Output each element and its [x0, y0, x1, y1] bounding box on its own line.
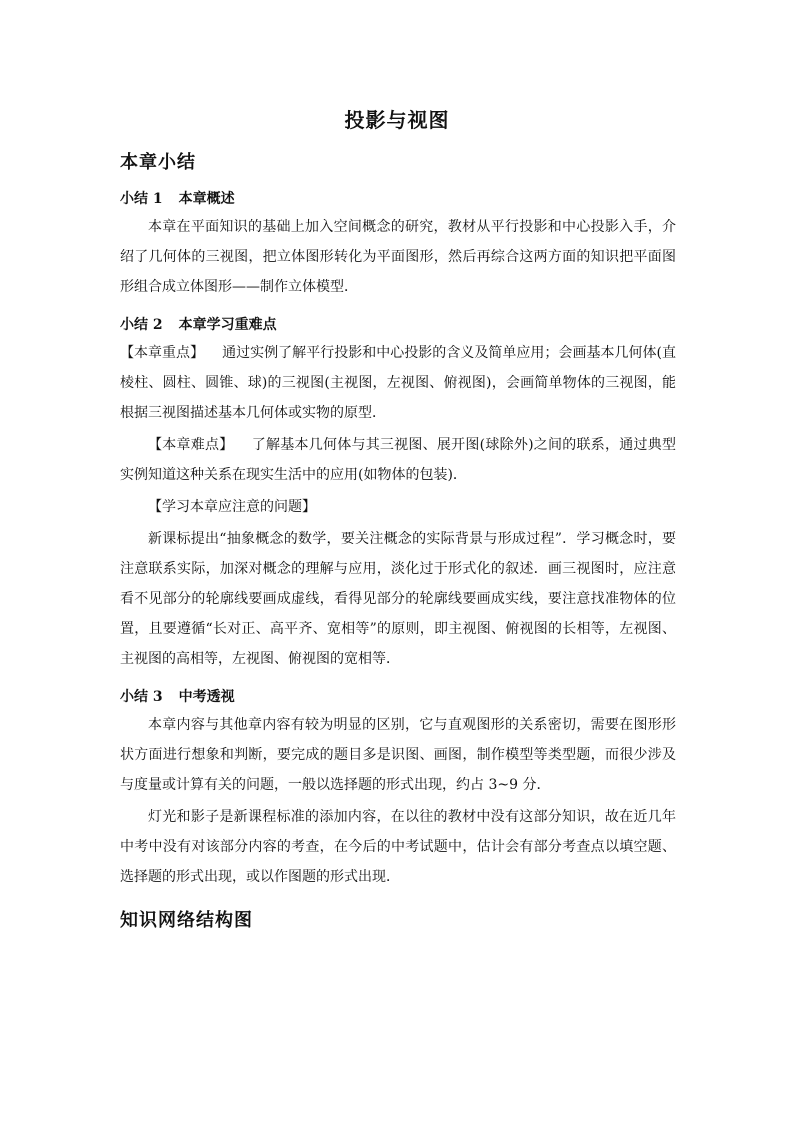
- difficulties-body: 了解基本几何体与其三视图、展开图(球除外)之间的联系，通过典型实例知道这种关系在现实生活中的应用(如物体的包装)．: [120, 437, 676, 483]
- subsection-label: 小结 1: [120, 191, 163, 207]
- subsection-label: 小结 3: [120, 689, 163, 705]
- paragraph-difficulties: [120, 430, 676, 490]
- difficulties-tag: 【本章难点】: [148, 437, 234, 453]
- paragraph-notes: 新课标提出“抽象概念的数学，要关注概念的实际背景与形成过程”．学习概念时，要注意联系实际，加深对概念的理解与应用，淡化过于形式化的叙述．画三视图时，应注意看不见部分的轮廓线要画成虚线，看得见部分的轮廓线要画成实线，要注意找准物体的位置，且要遵循“长对正、高平齐、宽相等”的原则，即主视图、俯视图的长相等，左视图、主视图的高相等，左视图、俯视图的宽相等．: [120, 531, 676, 667]
- subsection-heading-1: [120, 188, 235, 208]
- subsection-heading-2: [120, 314, 277, 334]
- subsection-heading-3: [120, 686, 235, 706]
- subsection-title: 中考透视: [178, 689, 235, 705]
- paragraph-overview: 本章在平面知识的基础上加入空间概念的研究，教材从平行投影和中心投影入手，介绍了几何体的三视图，把立体图形转化为平面图形，然后再综合这两方面的知识把平面图形组合成立体图形——制作立体模型．: [120, 219, 676, 295]
- paragraph-exam-2: 灯光和影子是新课程标准的添加内容，在以往的教材中没有这部分知识，故在近几年中考中没有对该部分内容的考查，在今后的中考试题中，估计会有部分考查点以填空题、选择题的形式出现，或以作图题的形式出现．: [120, 809, 676, 885]
- paragraph-notes-tag: 【学习本章应注意的问题】: [148, 499, 316, 515]
- subsection-title: 本章概述: [178, 191, 235, 207]
- paragraph-exam-1: 本章内容与其他章内容有较为明显的区别，它与直观图形的关系密切，需要在图形形状方面进行想象和判断，要完成的题目多是识图、画图，制作模型等类型题，而很少涉及与度量或计算有关的问题，一般以选择题的形式出现，约占 3~9 分．: [120, 717, 676, 793]
- key-points-body: 通过实例了解平行投影和中心投影的含义及简单应用；会画基本几何体(直棱柱、圆柱、圆锥、球)的三视图(主视图，左视图、俯视图)，会画简单物体的三视图，能根据三视图描述基本几何体或实物的原型．: [120, 345, 677, 421]
- section-heading-summary: 本章小结: [120, 152, 196, 173]
- key-points-tag: 【本章重点】: [120, 345, 205, 361]
- section-heading-knowledge-network: 知识网络结构图: [120, 910, 253, 931]
- document-title: 投影与视图: [344, 108, 450, 132]
- subsection-title: 本章学习重难点: [178, 317, 277, 333]
- subsection-label: 小结 2: [120, 317, 163, 333]
- paragraph-key-points: [120, 338, 676, 428]
